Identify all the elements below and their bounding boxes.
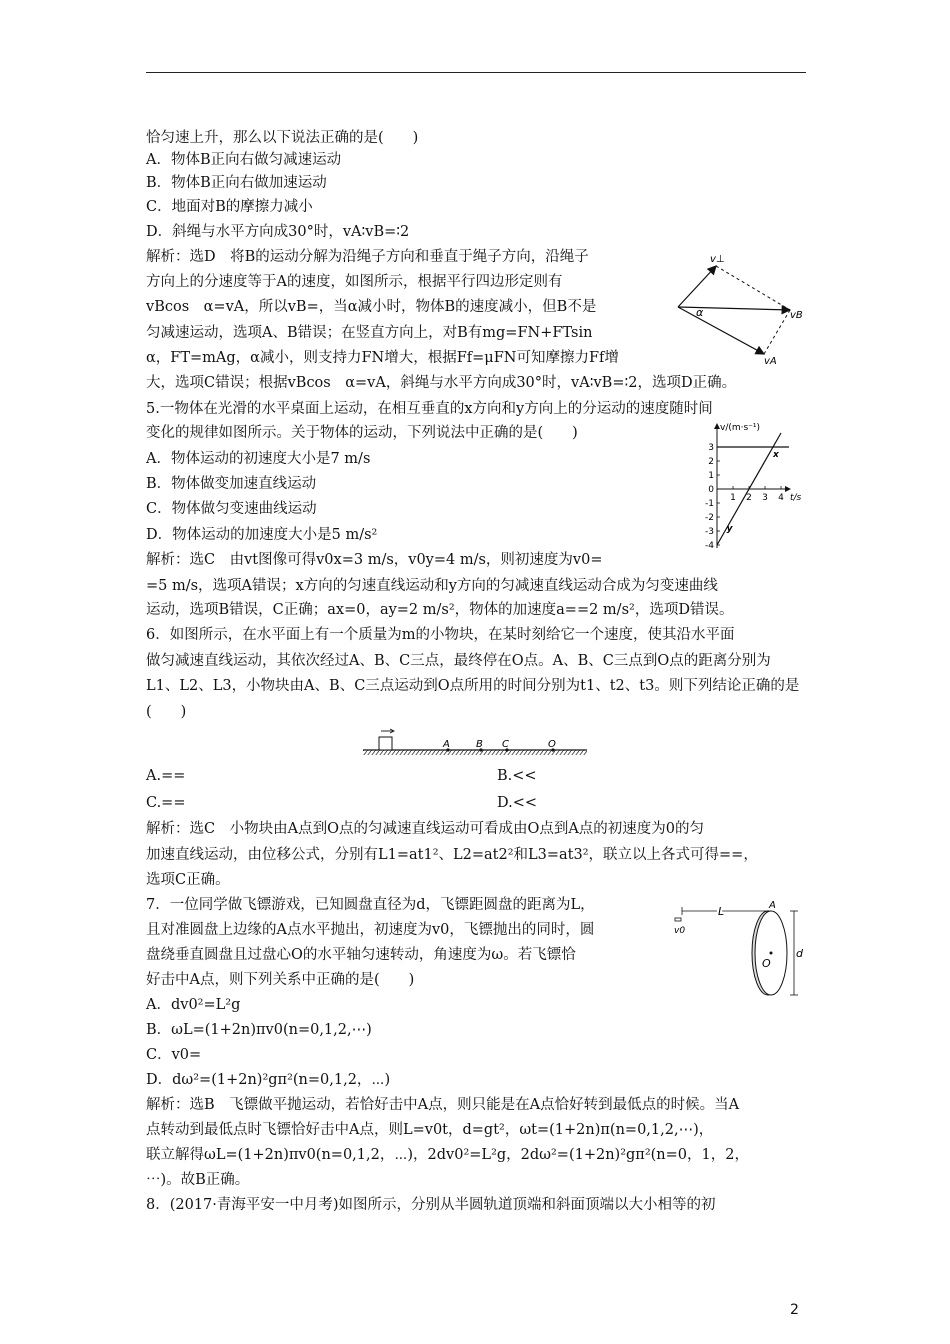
text-line: 好击中A点，则下列关系中正确的是( ) xyxy=(146,972,415,988)
y-tick-label: -2 xyxy=(705,513,714,523)
text-line: α，FT=mAg，α减小，则支持力FN增大，根据Ff=μFN可知摩擦力Ff增 xyxy=(146,350,619,366)
disc-center xyxy=(770,952,773,955)
text-line: B．物体做变加速直线运动 xyxy=(146,476,317,492)
y-axis-label: v/(m·s⁻¹) xyxy=(720,423,761,433)
text-line: 运动，选项B错误，C正确；ax=0，ay=2 m/s²，物体的加速度a==2 m/s²，选项D错误。 xyxy=(146,602,734,618)
text-line: 点转动到最低点时飞镖恰好击中A点，则L=v0t，d=gt²，ωt=(1+2n)π(n=0,1,2,⋯)， xyxy=(146,1122,714,1138)
v-perp-label: v⊥ xyxy=(710,254,725,265)
page-number: 2 xyxy=(790,1302,799,1318)
y-tick-label: 2 xyxy=(708,457,714,467)
text-line: 盘绕垂直圆盘且过盘心O的水平轴匀速转动，角速度为ω。若飞镖恰 xyxy=(146,947,576,963)
text-line: D．dω²=(1+2n)²gπ²(n=0,1,2，⋯) xyxy=(146,1072,391,1088)
text-line: 恰匀速上升，那么以下说法正确的是( ) xyxy=(146,130,419,146)
x-tick-label: 4 xyxy=(778,493,784,503)
d-label: d xyxy=(796,947,803,960)
text-line: 解析：选C 小物块由A点到O点的匀减速直线运动可看成由O点到A点的初速度为0的匀 xyxy=(146,821,705,837)
va-arrow xyxy=(678,307,764,354)
text-line: B．ωL=(1+2n)πv0(n=0,1,2,⋯) xyxy=(146,1022,372,1038)
velocity-decomposition-figure xyxy=(672,252,812,367)
l-label: L xyxy=(718,905,725,918)
y-tick-label: -3 xyxy=(705,527,714,537)
va-label: vA xyxy=(764,356,777,367)
header-rule xyxy=(146,72,806,73)
text-line: 加速直线运动，由位移公式，分别有L1=at1²、L2=at2²和L3=at3²，联立以上各式可得==， xyxy=(146,847,758,863)
a-label: A xyxy=(769,900,776,911)
v-perp-arrow xyxy=(678,266,716,307)
label-c: C xyxy=(502,739,509,750)
label-a: A xyxy=(443,739,450,750)
y-tick-label: -1 xyxy=(705,499,714,509)
text-line: 选项C正确。 xyxy=(146,872,230,888)
y-tick-label: 3 xyxy=(708,443,714,453)
text-line: 匀减速运动，选项A、B错误；在竖直方向上，对B有mg=FN+FTsin xyxy=(146,325,593,341)
label-b: B xyxy=(476,739,483,750)
text-line: C．物体做匀变速曲线运动 xyxy=(146,501,317,517)
text-line: 方向上的分速度等于A的速度，如图所示，根据平行四边形定则有 xyxy=(146,274,563,290)
text-line: A．dv0²=L²g xyxy=(146,997,241,1013)
text-line: 解析：选D 将B的运动分解为沿绳子方向和垂直于绳子方向，沿绳子 xyxy=(146,249,589,265)
series-x-label: x xyxy=(773,450,779,460)
text-line: L1、L2、L3，小物块由A、B、C三点运动到O点所用的时间分别为t1、t2、t3。则下列结论正确的是 xyxy=(146,678,800,694)
text-line: C．地面对B的摩擦力减小 xyxy=(146,199,313,215)
v0-label: v0 xyxy=(674,926,686,936)
text-line: 5.一物体在光滑的水平桌面上运动，在相互垂直的x方向和y方向上的分运动的速度随时间 xyxy=(146,401,713,417)
text-line: 7．一位同学做飞镖游戏，已知圆盘直径为d，飞镖距圆盘的距离为L， xyxy=(146,897,595,913)
text-line: 联立解得ωL=(1+2n)πv0(n=0,1,2，⋯)，2dv0²=L²g，2dω²=(1+2n)²gπ²(n=0，1，2， xyxy=(146,1147,749,1163)
text-line: 做匀减速直线运动，其依次经过A、B、C三点，最终停在O点。A、B、C三点到O点的距离分别为 xyxy=(146,653,771,669)
x-tick-label: 3 xyxy=(762,493,768,503)
dashed-line xyxy=(764,310,790,354)
text-line: A．物体运动的初速度大小是7 m/s xyxy=(146,451,371,467)
text-line: 解析：选B 飞镖做平抛运动，若恰好击中A点，则只能是在A点恰好转到最低点的时候。当A xyxy=(146,1097,740,1113)
y-tick-label: 0 xyxy=(708,485,714,495)
text-line: vBcos α=vA，所以vB=，当α减小时，物体B的速度减小，但B不是 xyxy=(146,299,597,315)
x-tick-label: 2 xyxy=(746,493,752,503)
option-c: C.== xyxy=(146,795,186,811)
x-axis-label: t/s xyxy=(790,493,802,503)
text-line: ⋯)。故B正确。 xyxy=(146,1172,250,1188)
series-y-label: y xyxy=(726,524,733,534)
option-b: B.<< xyxy=(497,768,537,784)
text-line: A．物体B正向右做匀减速运动 xyxy=(146,152,342,168)
text-line: D．斜绳与水平方向成30°时，vA∶vB=∶2 xyxy=(146,224,410,240)
dashed-line xyxy=(716,266,790,310)
y-tick-label: -4 xyxy=(705,541,714,551)
vb-arrow xyxy=(678,307,790,310)
label-o: O xyxy=(548,739,556,750)
text-line: =5 m/s，选项A错误；x方向的匀速直线运动和y方向的匀减速直线运动合成为匀变速曲线 xyxy=(146,578,718,594)
text-line: D．物体运动的加速度大小是5 m/s² xyxy=(146,527,378,543)
y-tick-label: 1 xyxy=(708,471,714,481)
text-line: B．物体B正向右做加速运动 xyxy=(146,175,327,191)
text-line: 6．如图所示，在水平面上有一个质量为m的小物块，在某时刻给它一个速度，使其沿水平面 xyxy=(146,627,735,643)
alpha-label: α xyxy=(696,306,704,319)
vb-label: vB xyxy=(790,310,803,321)
text-line: C．v0= xyxy=(146,1047,202,1063)
text-line: 解析：选C 由vt图像可得v0x=3 m/s，v0y=4 m/s，则初速度为v0= xyxy=(146,552,603,568)
text-line: ( ) xyxy=(146,704,187,720)
o-label: O xyxy=(762,957,771,970)
vt-chart xyxy=(690,418,810,553)
text-line: 变化的规律如图所示。关于物体的运动，下列说法中正确的是( ) xyxy=(146,425,578,441)
x-tick-label: 1 xyxy=(730,493,736,503)
dart xyxy=(675,918,681,921)
text-line: 且对准圆盘上边缘的A点水平抛出，初速度为v0，飞镖抛出的同时，圆 xyxy=(146,922,595,938)
dart-disc-figure xyxy=(672,897,807,997)
text-line: 8．(2017·青海平安一中月考)如图所示，分别从半圆轨道顶端和斜面顶端以大小相等的初 xyxy=(146,1197,716,1213)
text-line: 大，选项C错误；根据vBcos α=vA，斜绳与水平方向成30°时，vA∶vB=∶2，选项D正确。 xyxy=(146,375,737,391)
option-a: A.== xyxy=(146,768,186,784)
block xyxy=(379,737,392,750)
block-surface-figure xyxy=(363,726,588,762)
option-d: D.<< xyxy=(497,795,538,811)
